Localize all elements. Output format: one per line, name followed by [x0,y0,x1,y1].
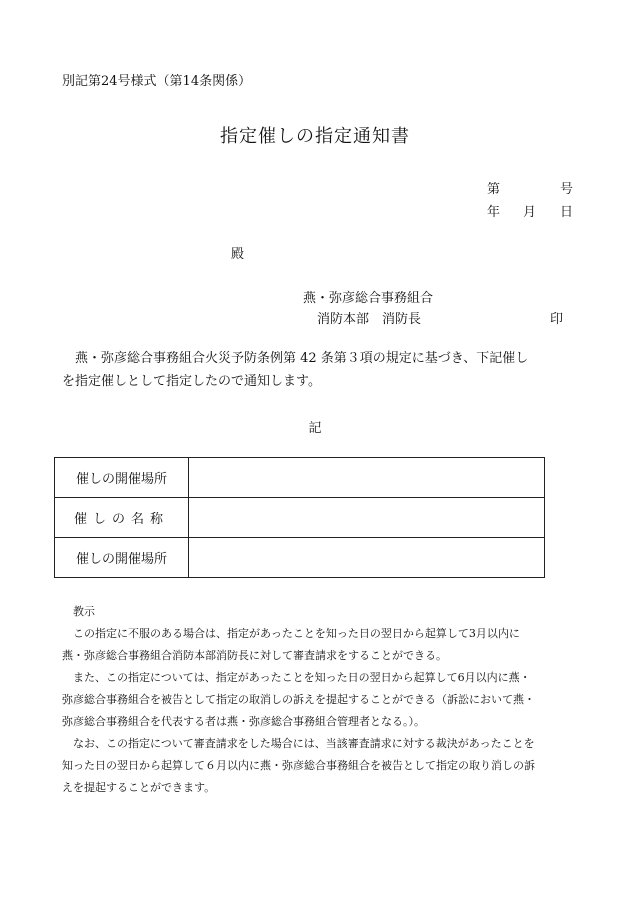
addressee-honorific: 殿 [231,247,245,262]
document-title: 指定催しの指定通知書 [220,126,410,147]
table-row [55,538,545,578]
seal-mark: 印 [550,312,564,327]
table-row [55,498,545,538]
row-value-venue-2[interactable] [189,538,545,578]
number-prefix: 第 [487,182,501,197]
date-month: 月 [523,205,537,220]
body-paragraph [62,347,578,393]
row-value-venue[interactable] [189,458,545,498]
appeal-notice [62,601,582,799]
number-suffix: 号 [560,182,574,197]
notice-line: なお、この指定について審査請求をした場合には、当該審査請求に対する裁決があったことを [62,737,535,750]
ki-heading: 記 [308,421,322,436]
notice-line: 弥彦総合事務組合を被告として指定の取消しの訴えを提起することができる（訴訟において燕・ [62,693,535,706]
date-day: 日 [560,205,574,220]
form-label: 別記第24号様式（第14条関係） [62,74,252,89]
notice-line: えを提起することができます。 [62,781,216,794]
notice-line: この指定に不服のある場合は、指定があったことを知った日の翌日から起算して3月以内に [62,627,520,640]
body-line: 燕・弥彦総合事務組合火災予防条例第 42 条第３項の規定に基づき、下記催し [62,351,529,366]
issuer-title: 消防本部 消防長 [317,312,422,327]
notice-heading: 教示 [73,605,95,618]
issuer-organization: 燕・弥彦総合事務組合 [303,291,434,306]
event-details-table [54,457,545,578]
row-label-venue-2: 催しの開催場所 [55,538,189,578]
notice-line: また、この指定については、指定があったことを知った日の翌日から起算して6月以内に燕・ [62,671,531,684]
notice-line: 知った日の翌日から起算して６月以内に燕・弥彦総合事務組合を被告として指定の取り消しの訴 [62,759,535,772]
table-row [55,458,545,498]
body-line: を指定催しとして指定したので通知します。 [62,374,321,389]
notice-line: 弥彦総合事務組合を代表する者は燕・弥彦総合事務組合管理者となる。）。 [62,715,425,728]
row-label-venue: 催しの開催場所 [55,458,189,498]
row-label-event-name: 催しの名称 [55,498,189,538]
date-year: 年 [487,205,501,220]
row-value-event-name[interactable] [189,498,545,538]
notice-line: 燕・弥彦総合事務組合消防本部消防長に対して審査請求をすることができる。 [62,649,447,662]
